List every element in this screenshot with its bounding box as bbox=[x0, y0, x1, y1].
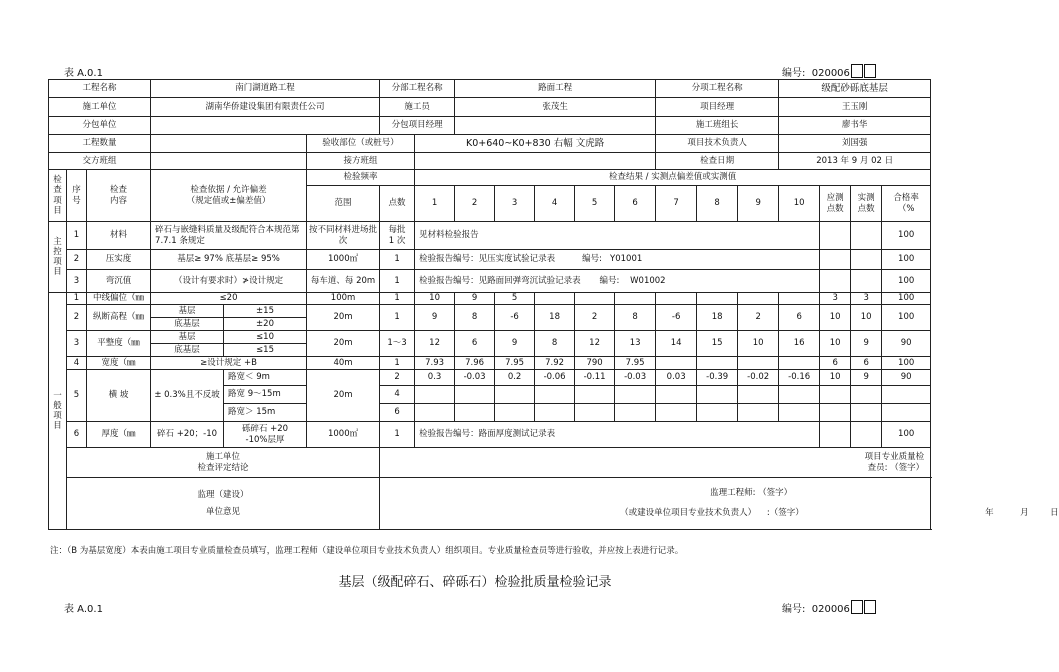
value-cell bbox=[697, 357, 738, 370]
row-result: 检验报告编号：路面厚度测试记录表 bbox=[415, 422, 820, 448]
row-points: 1 bbox=[380, 293, 415, 305]
row-points: 1 bbox=[380, 250, 415, 270]
sub-label: 路宽＜ 9m bbox=[224, 370, 307, 386]
value-cell bbox=[738, 357, 779, 370]
main-group-label: 主 控 项 目 bbox=[49, 222, 67, 293]
constructor-label: 施工员 bbox=[380, 98, 455, 117]
contractor: 湖南华侨建设集团有限责任公司 bbox=[151, 98, 380, 117]
value-cell: 6 bbox=[455, 331, 495, 357]
project-name: 南门湖道路工程 bbox=[151, 80, 380, 98]
form-number: 表 A.0.1 bbox=[64, 604, 103, 615]
sub-label: 基层 bbox=[151, 305, 224, 318]
row-measured: 10 bbox=[851, 305, 882, 331]
value-cell: 13 bbox=[615, 331, 656, 357]
sub-tolerance: ≤15 bbox=[224, 344, 307, 357]
row-no: 2 bbox=[67, 250, 87, 270]
row-no: 1 bbox=[67, 222, 87, 250]
row-basis: （设计有要求时）≯设计规定 bbox=[151, 270, 307, 293]
pm-label: 项目经理 bbox=[656, 98, 779, 117]
row-rate: 100 bbox=[882, 305, 931, 331]
item-project-label: 分项工程名称 bbox=[656, 80, 779, 98]
row-should: 6 bbox=[820, 357, 851, 370]
row-item: 厚度（㎜ bbox=[87, 422, 151, 448]
code-field bbox=[782, 600, 876, 615]
row-no: 4 bbox=[67, 357, 87, 370]
sub-label: 砾碎石 +20 -10%层厚 bbox=[224, 422, 307, 448]
project-name-label: 工程名称 bbox=[49, 80, 151, 98]
general-group-label: 一 般 项 目 bbox=[49, 293, 67, 530]
row-points: 1～3 bbox=[380, 331, 415, 357]
row-range: 100m bbox=[307, 293, 380, 305]
col-header: 10 bbox=[779, 186, 820, 222]
sub-tolerance: ±15 bbox=[224, 305, 307, 318]
row-points: 1 bbox=[380, 270, 415, 293]
value-cell: -0.11 bbox=[575, 370, 615, 386]
value-cell bbox=[738, 404, 779, 422]
sub-label: 路宽 9～15m bbox=[224, 386, 307, 404]
row-should bbox=[820, 422, 851, 448]
row-points: 1 bbox=[380, 357, 415, 370]
sub-label: 路宽＞ 15m bbox=[224, 404, 307, 422]
row-should bbox=[820, 222, 851, 250]
col-header: 3 bbox=[495, 186, 535, 222]
row-item: 材料 bbox=[87, 222, 151, 250]
row-range: 40m bbox=[307, 357, 380, 370]
receiver-team bbox=[415, 153, 656, 170]
row-range: 20m bbox=[307, 305, 380, 331]
value-cell bbox=[575, 404, 615, 422]
row-should bbox=[820, 250, 851, 270]
handover-team-label: 交方班组 bbox=[49, 153, 151, 170]
row-no: 1 bbox=[67, 293, 87, 305]
value-cell: 7.95 bbox=[495, 357, 535, 370]
value-cell: 18 bbox=[697, 305, 738, 331]
row-basis: 基层≥ 97% 底基层≥ 95% bbox=[151, 250, 307, 270]
value-cell bbox=[697, 404, 738, 422]
sub-tolerance: ±20 bbox=[224, 318, 307, 331]
row-basis: 碎石与嵌缝料质量及级配符合本规范第 7.7.1 条规定 bbox=[151, 222, 307, 250]
receiver-team-label: 接方班组 bbox=[307, 153, 415, 170]
row-rate: 100 bbox=[882, 293, 931, 305]
value-cell: 9 bbox=[495, 331, 535, 357]
row-should: 10 bbox=[820, 331, 851, 357]
code-field bbox=[782, 64, 876, 79]
value-cell: 18 bbox=[535, 305, 575, 331]
value-cell: -0.06 bbox=[535, 370, 575, 386]
value-cell: -6 bbox=[656, 305, 697, 331]
row-rate: 100 bbox=[882, 422, 931, 448]
row-points: 2 bbox=[380, 370, 415, 386]
value-cell: 16 bbox=[779, 331, 820, 357]
row-tolerance: ± 0.3%且不反坡 bbox=[151, 370, 224, 422]
code-box bbox=[851, 600, 863, 614]
sub-pm-label: 分包项目经理 bbox=[380, 117, 455, 135]
contractor-label: 施工单位 bbox=[49, 98, 151, 117]
row-points: 6 bbox=[380, 404, 415, 422]
value-cell: 2 bbox=[575, 305, 615, 331]
sub-label: 底基层 bbox=[151, 344, 224, 357]
row-points: 4 bbox=[380, 386, 415, 404]
value-cell: 10 bbox=[738, 331, 779, 357]
date-label: 检查日期 bbox=[656, 153, 779, 170]
rate-header: 合格率 （% bbox=[882, 186, 931, 222]
row-rate: 100 bbox=[882, 270, 931, 293]
row-points: 1 bbox=[380, 305, 415, 331]
row-result: 检验报告编号：见路面回弹弯沉试验记录表 编号: W01002 bbox=[415, 270, 820, 293]
team-leader: 廖书华 bbox=[779, 117, 931, 135]
value-cell: 790 bbox=[575, 357, 615, 370]
row-item: 横 坡 bbox=[87, 370, 151, 422]
row-measured bbox=[851, 422, 882, 448]
sub-pm bbox=[455, 117, 656, 135]
code-label: 编号: bbox=[782, 68, 806, 79]
row-item: 弯沉值 bbox=[87, 270, 151, 293]
row-result: 见材料检验报告 bbox=[415, 222, 820, 250]
value-cell: 12 bbox=[415, 331, 455, 357]
measured-header: 实测 点数 bbox=[851, 186, 882, 222]
value-cell: 14 bbox=[656, 331, 697, 357]
subcontractor bbox=[151, 117, 380, 135]
value-cell: 9 bbox=[415, 305, 455, 331]
row-range: 1000㎡ bbox=[307, 250, 380, 270]
row-no: 2 bbox=[67, 305, 87, 331]
col-header: 1 bbox=[415, 186, 455, 222]
row-rate: 90 bbox=[882, 370, 931, 386]
row-measured: 6 bbox=[851, 357, 882, 370]
team-leader-label: 施工班组长 bbox=[656, 117, 779, 135]
points-header: 点数 bbox=[380, 186, 415, 222]
form-number: 表 A.0.1 bbox=[64, 68, 103, 79]
row-should: 3 bbox=[820, 293, 851, 305]
row-rate: 100 bbox=[882, 250, 931, 270]
value-cell bbox=[535, 386, 575, 404]
footnote: 注：（B 为基层宽度）本表由施工项目专业质量检查员填写，监理工程师（建设单位项目专业技术负责人）组织项目。专业质量检查员等进行验收，并应按上表进行记录。 bbox=[50, 546, 684, 556]
value-cell bbox=[495, 386, 535, 404]
owner-sign: （或建设单位项目专业技术负责人） :（签字） bbox=[620, 508, 804, 518]
value-cell bbox=[535, 404, 575, 422]
row-range: 20m bbox=[307, 370, 380, 422]
value-cell bbox=[455, 386, 495, 404]
row-basis: ≥设计规定 +B bbox=[151, 357, 307, 370]
row-should: 10 bbox=[820, 370, 851, 386]
code-box bbox=[864, 600, 876, 614]
row-rate: 100 bbox=[882, 222, 931, 250]
value-cell bbox=[575, 293, 615, 305]
value-cell: 15 bbox=[697, 331, 738, 357]
row-range: 20m bbox=[307, 331, 380, 357]
sub-label: 基层 bbox=[151, 331, 224, 344]
range-header: 范围 bbox=[307, 186, 380, 222]
value-cell bbox=[495, 404, 535, 422]
value-cell bbox=[455, 404, 495, 422]
row-should bbox=[820, 386, 851, 404]
code-value: 020006 bbox=[811, 604, 850, 615]
should-header: 应测 点数 bbox=[820, 186, 851, 222]
basis-header: 检查依据 / 允许偏差 （规定值或±偏差值） bbox=[151, 170, 307, 222]
value-cell: 2 bbox=[738, 305, 779, 331]
value-cell bbox=[738, 386, 779, 404]
date: 2013 年 9 月 02 日 bbox=[779, 153, 931, 170]
row-item: 平整度（㎜ bbox=[87, 331, 151, 357]
row-item: 纵断高程（㎜ bbox=[87, 305, 151, 331]
value-cell: 0.03 bbox=[656, 370, 697, 386]
value-cell bbox=[697, 386, 738, 404]
value-cell bbox=[415, 386, 455, 404]
value-cell bbox=[656, 386, 697, 404]
code-value: 020006 bbox=[811, 68, 850, 79]
quantity bbox=[151, 135, 307, 153]
document-title: 基层（级配碎石、碎砾石）检验批质量检验记录 bbox=[338, 575, 612, 590]
col-header: 6 bbox=[615, 186, 656, 222]
value-cell: 7.92 bbox=[535, 357, 575, 370]
row-measured bbox=[851, 250, 882, 270]
row-measured bbox=[851, 386, 882, 404]
value-cell bbox=[779, 293, 820, 305]
handover-team bbox=[151, 153, 307, 170]
value-cell bbox=[615, 404, 656, 422]
quantity-label: 工程数量 bbox=[49, 135, 151, 153]
col-header: 2 bbox=[455, 186, 495, 222]
row-rate: 100 bbox=[882, 357, 931, 370]
seq-header: 序 号 bbox=[67, 170, 87, 222]
value-cell bbox=[779, 404, 820, 422]
value-cell: 0.2 bbox=[495, 370, 535, 386]
row-should bbox=[820, 270, 851, 293]
row-range: 1000㎡ bbox=[307, 422, 380, 448]
row-no: 5 bbox=[67, 370, 87, 422]
row-points: 1 bbox=[380, 422, 415, 448]
row-measured bbox=[851, 404, 882, 422]
sub-label: 底基层 bbox=[151, 318, 224, 331]
value-cell bbox=[656, 404, 697, 422]
row-measured bbox=[851, 270, 882, 293]
value-cell: -0.02 bbox=[738, 370, 779, 386]
row-no: 3 bbox=[67, 270, 87, 293]
value-cell: 5 bbox=[495, 293, 535, 305]
value-cell: 0.3 bbox=[415, 370, 455, 386]
row-should bbox=[820, 404, 851, 422]
row-result: 检验报告编号：见压实度试验记录表 编号: Y01001 bbox=[415, 250, 820, 270]
value-cell: 7.95 bbox=[615, 357, 656, 370]
value-cell: 7.93 bbox=[415, 357, 455, 370]
code-box bbox=[851, 64, 863, 78]
value-cell bbox=[656, 357, 697, 370]
value-cell bbox=[656, 293, 697, 305]
row-range: 按不同材料进场批次 bbox=[307, 222, 380, 250]
row-range: 每车道、每 20m bbox=[307, 270, 380, 293]
value-cell: -0.03 bbox=[455, 370, 495, 386]
sub-label: 碎石 +20；-10 bbox=[151, 422, 224, 448]
location-label: 验收部位（或桩号） bbox=[307, 135, 415, 153]
value-cell: 12 bbox=[575, 331, 615, 357]
month-label: 月 bbox=[1020, 508, 1029, 518]
inspection-table bbox=[48, 79, 1059, 530]
row-points: 每批 1 次 bbox=[380, 222, 415, 250]
value-cell: 7.96 bbox=[455, 357, 495, 370]
sub-tolerance: ≤10 bbox=[224, 331, 307, 344]
row-item: 中线偏位（㎜ bbox=[87, 293, 151, 305]
col-header: 9 bbox=[738, 186, 779, 222]
freq-header: 检验频率 bbox=[307, 170, 415, 186]
row-basis: ≤20 bbox=[151, 293, 307, 305]
value-cell: 8 bbox=[615, 305, 656, 331]
eval-text: 项目专业质量检查员: （签字） bbox=[380, 448, 931, 478]
constructor: 张茂生 bbox=[455, 98, 656, 117]
value-cell bbox=[615, 293, 656, 305]
row-rate bbox=[882, 386, 931, 404]
subcontractor-label: 分包单位 bbox=[49, 117, 151, 135]
supervisor-sign: 监理工程师: （签字） bbox=[710, 488, 793, 498]
row-no: 3 bbox=[67, 331, 87, 357]
value-cell: -0.39 bbox=[697, 370, 738, 386]
value-cell: 9 bbox=[455, 293, 495, 305]
row-measured: 9 bbox=[851, 370, 882, 386]
sub-project: 路面工程 bbox=[455, 80, 656, 98]
row-should: 10 bbox=[820, 305, 851, 331]
col-header: 5 bbox=[575, 186, 615, 222]
value-cell: -0.03 bbox=[615, 370, 656, 386]
value-cell bbox=[615, 386, 656, 404]
value-cell: -0.16 bbox=[779, 370, 820, 386]
results-header: 检查结果 / 实测点偏差值或实测值 bbox=[415, 170, 931, 186]
value-cell bbox=[738, 293, 779, 305]
item-project: 级配砂砾底基层 bbox=[779, 80, 931, 98]
supervisor-opinion bbox=[380, 478, 1059, 530]
row-no: 6 bbox=[67, 422, 87, 448]
value-cell bbox=[697, 293, 738, 305]
row-rate bbox=[882, 404, 931, 422]
value-cell bbox=[779, 357, 820, 370]
location: K0+640~K0+830 右幅 文虎路 bbox=[415, 135, 656, 153]
col-header: 8 bbox=[697, 186, 738, 222]
row-item: 宽度（㎜ bbox=[87, 357, 151, 370]
code-label: 编号: bbox=[782, 604, 806, 615]
value-cell: 8 bbox=[535, 331, 575, 357]
code-box bbox=[864, 64, 876, 78]
supervisor-label: 监理（建设） 单位意见 bbox=[67, 478, 380, 530]
value-cell: 8 bbox=[455, 305, 495, 331]
row-rate: 90 bbox=[882, 331, 931, 357]
col-header: 7 bbox=[656, 186, 697, 222]
value-cell: -6 bbox=[495, 305, 535, 331]
value-cell bbox=[779, 386, 820, 404]
sub-project-label: 分部工程名称 bbox=[380, 80, 455, 98]
value-cell: 10 bbox=[415, 293, 455, 305]
value-cell bbox=[575, 386, 615, 404]
row-measured: 3 bbox=[851, 293, 882, 305]
row-measured: 9 bbox=[851, 331, 882, 357]
value-cell bbox=[415, 404, 455, 422]
tech-lead: 刘国强 bbox=[779, 135, 931, 153]
category-header: 检 查 项 目 bbox=[49, 170, 67, 222]
row-item: 压实度 bbox=[87, 250, 151, 270]
pm: 王玉刚 bbox=[779, 98, 931, 117]
day-label: 日 bbox=[1050, 508, 1059, 518]
year-label: 年 bbox=[985, 508, 994, 518]
value-cell bbox=[535, 293, 575, 305]
row-measured bbox=[851, 222, 882, 250]
content-header: 检查 内容 bbox=[87, 170, 151, 222]
eval-label: 施工单位 检查评定结论 bbox=[67, 448, 380, 478]
col-header: 4 bbox=[535, 186, 575, 222]
value-cell: 6 bbox=[779, 305, 820, 331]
tech-lead-label: 项目技术负责人 bbox=[656, 135, 779, 153]
